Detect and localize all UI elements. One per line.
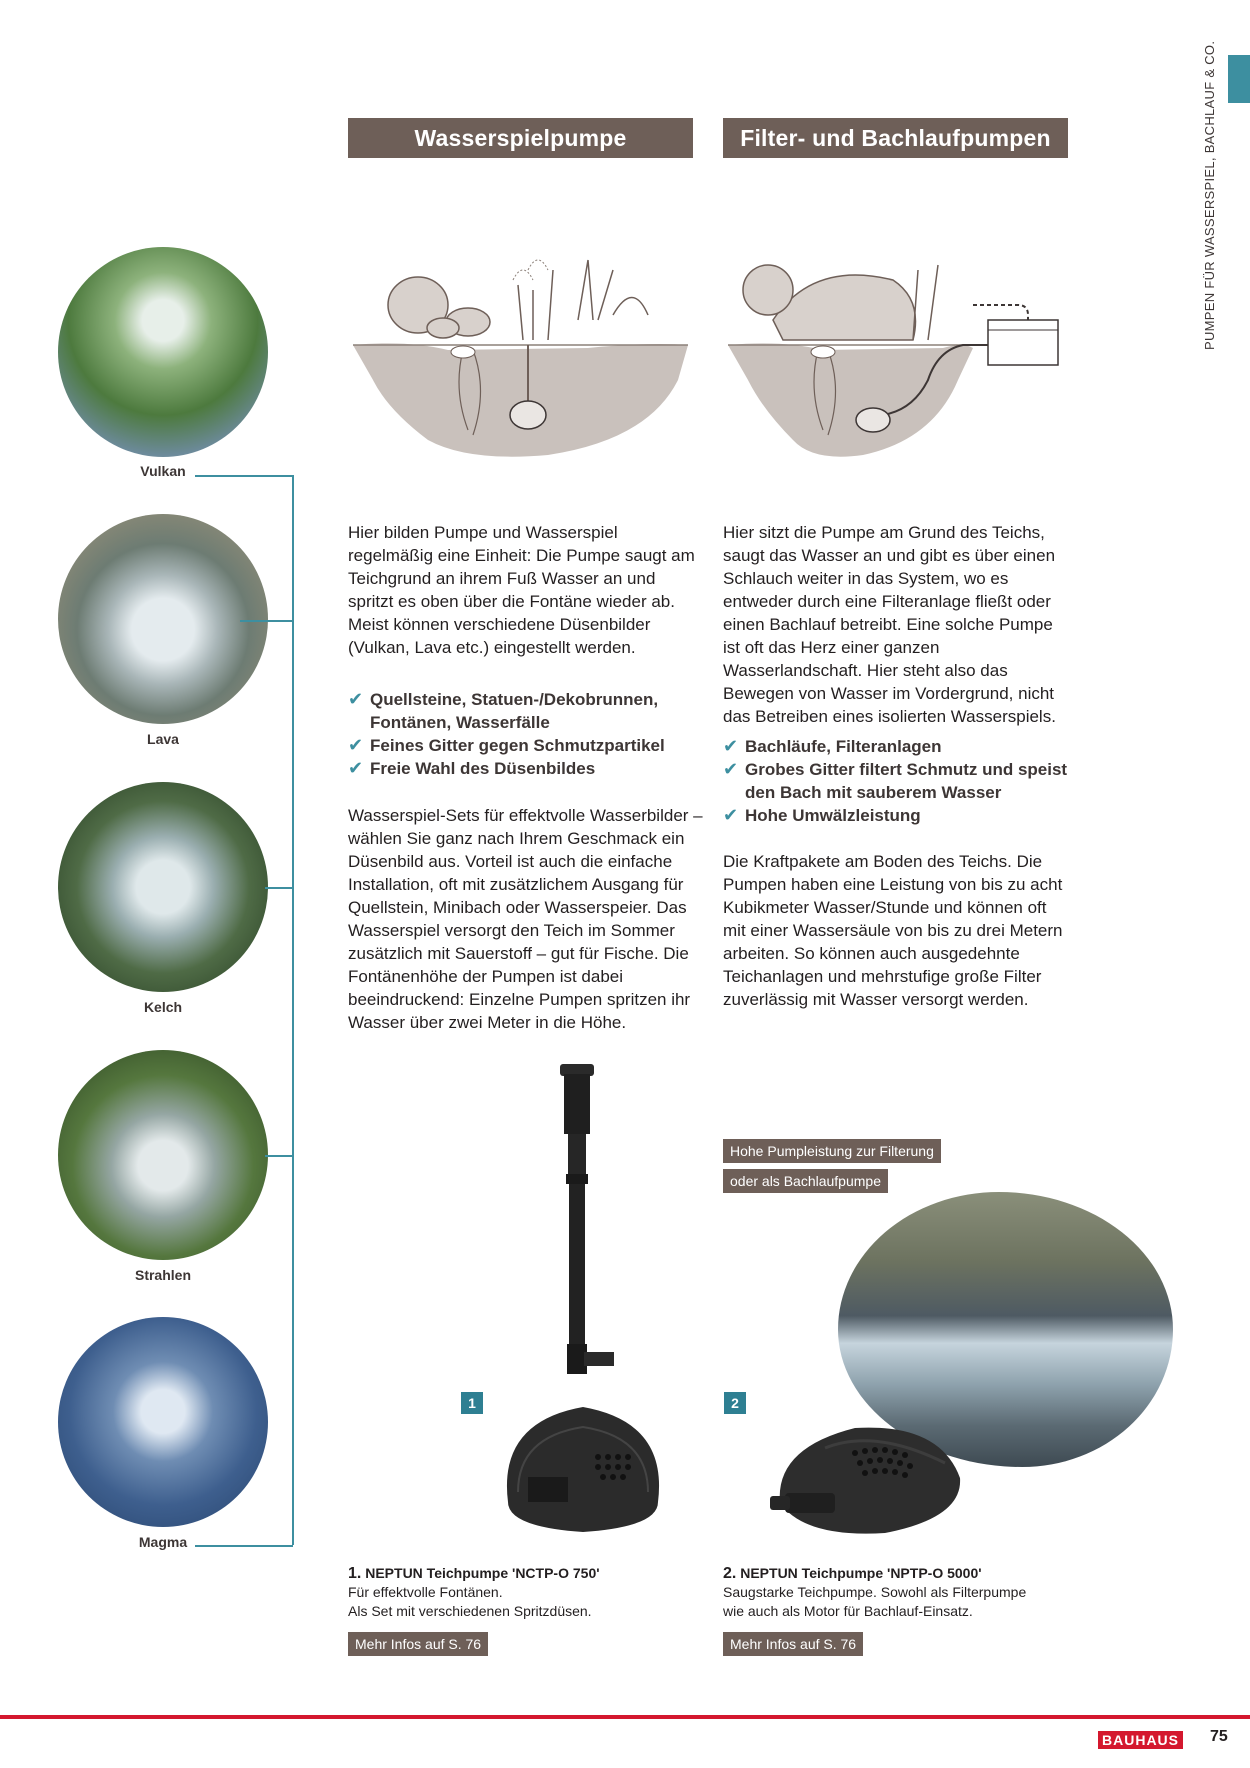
fountain-lava-photo xyxy=(58,514,268,724)
page-number: 75 xyxy=(1210,1728,1228,1745)
connector-line-kelch xyxy=(265,887,293,889)
product-badge-1: 1 xyxy=(461,1392,483,1414)
pond-illustration-fountain xyxy=(348,230,693,465)
feature-tag-bachlauf: oder als Bachlaufpumpe xyxy=(723,1169,888,1193)
product-2-title-line xyxy=(723,1565,1083,1583)
product-2-line-2: wie auch als Motor für Bachlauf-Einsatz. xyxy=(723,1603,973,1619)
left-check-text: Freie Wahl des Düsenbildes xyxy=(370,759,596,778)
product-badge-2: 2 xyxy=(724,1392,746,1414)
thumb-label-kelch: Kelch xyxy=(143,999,183,1015)
left-check-text: Feines Gitter gegen Schmutzpartikel xyxy=(370,736,665,755)
check-icon: ✔ xyxy=(723,805,739,825)
section-header-filter: Filter- und Bachlaufpumpen xyxy=(723,118,1068,158)
check-icon: ✔ xyxy=(348,735,364,755)
left-check-item xyxy=(348,688,698,734)
connector-line-strahlen xyxy=(265,1155,293,1157)
left-check-item xyxy=(348,757,698,780)
left-check-item xyxy=(348,734,698,757)
side-color-tab xyxy=(1228,55,1250,103)
fountain-magma-photo xyxy=(58,1317,268,1527)
product-2-number: 2. xyxy=(723,1565,737,1582)
product-2-title: NEPTUN Teichpumpe 'NPTP-O 5000' xyxy=(740,1565,982,1581)
pump-product-2-image xyxy=(765,1408,965,1543)
left-check-text: Quellsteine, Statuen-/Dekobrunnen, Fontänen, Wasserfälle xyxy=(370,690,659,732)
pump-product-1-image xyxy=(488,1062,678,1547)
connector-line-vulkan xyxy=(195,475,293,477)
product-1-line-1: Für effektvolle Fontänen. xyxy=(348,1584,503,1600)
product-1-line-2: Als Set mit verschiedenen Spritzdüsen. xyxy=(348,1603,592,1619)
section-header-wasserspiel: Wasserspielpumpe xyxy=(348,118,693,158)
left-intro-text: Hier bilden Pumpe und Wasserspiel regelmäßig eine Einheit: Die Pumpe saugt am Teichgrund an ihrem Fuß Wasser an und spritzt es oben über die Fontäne wieder ab. Meist können verschiedene Düsenbilder (Vulkan, Lava etc.) eingestellt werden. xyxy=(348,523,695,657)
product-1-more-info[interactable]: Mehr Infos auf S. 76 xyxy=(348,1632,488,1656)
feature-tag-pumpleistung: Hohe Pumpleistung zur Filterung xyxy=(723,1139,941,1163)
connector-vertical-line xyxy=(292,475,294,1545)
connector-line-magma xyxy=(195,1545,293,1547)
fountain-kelch-photo xyxy=(58,782,268,992)
right-check-text: Grobes Gitter filtert Schmutz und speist den Bach mit sauberem Wasser xyxy=(745,760,1068,802)
right-check-item xyxy=(723,804,1073,827)
check-icon: ✔ xyxy=(348,758,364,778)
check-icon: ✔ xyxy=(723,736,739,756)
right-check-list xyxy=(723,735,1073,827)
check-icon: ✔ xyxy=(723,759,739,779)
thumb-label-vulkan: Vulkan xyxy=(140,463,186,479)
pond-illustration-filter xyxy=(723,230,1068,465)
check-icon: ✔ xyxy=(348,689,364,709)
product-1-info xyxy=(348,1565,698,1621)
product-2-info xyxy=(723,1565,1083,1621)
product-2-more-info[interactable]: Mehr Infos auf S. 76 xyxy=(723,1632,863,1656)
product-1-title: NEPTUN Teichpumpe 'NCTP-O 750' xyxy=(365,1565,600,1581)
left-body-text: Wasserspiel-Sets für effektvolle Wasserbilder – wählen Sie ganz nach Ihrem Geschmack ein Düsenbild aus. Vorteil ist auch die einfache Installation, oft mit zusätzlichem Ausgang für Quellstein, Minibach oder Wasserspeier. Das Wasserspiel versorgt den Teich im Sommer zusätzlich mit Sauerstoff – gut für Fische. Die Fontänenhöhe der Pumpen ist dabei beeindruckend: Einzelne Pumpen spritzen ihr Wasser über zwei Meter in die Höhe. xyxy=(348,806,703,1032)
fountain-strahlen-photo xyxy=(58,1050,268,1260)
right-check-text: Bachläufe, Filteranlagen xyxy=(745,737,942,756)
product-2-line-1: Saugstarke Teichpumpe. Sowohl als Filterpumpe xyxy=(723,1584,1027,1600)
fountain-vulkan-photo xyxy=(58,247,268,457)
thumb-label-magma: Magma xyxy=(138,1534,188,1550)
right-check-item xyxy=(723,758,1073,804)
thumb-label-lava: Lava xyxy=(147,731,179,747)
right-body-text: Die Kraftpakete am Boden des Teichs. Die Pumpen haben eine Leistung von bis zu acht Kubikmeter Wasser/Stunde und können oft mit einer Wassersäule von bis zu drei Metern arbeiten. So können auch ausgedehnte Teichanlagen und mehrstufige große Filter zuverlässig mit Wasser versorgt werden. xyxy=(723,852,1063,1009)
product-1-number: 1. xyxy=(348,1565,362,1582)
bauhaus-logo: BAUHAUS xyxy=(1098,1731,1183,1749)
right-check-text: Hohe Umwälzleistung xyxy=(745,806,921,825)
side-label: PUMPEN FÜR WASSERSPIEL, BACHLAUF & CO. xyxy=(1202,40,1217,350)
footer-red-line xyxy=(0,1715,1250,1719)
left-check-list xyxy=(348,688,698,780)
right-intro-text: Hier sitzt die Pumpe am Grund des Teichs, saugt das Wasser an und gibt es über einen Schlauch weiter in das System, wo es entweder durch eine Filteranlage fließt oder einen Bachlauf betreibt. Eine solche Pumpe ist oft das Herz einer ganzen Wasserlandschaft. Hier steht also das Bewegen von Wasser im Vordergrund, nicht das Betreiben eines isolierten Wasserspiels. xyxy=(723,523,1056,726)
product-1-title-line xyxy=(348,1565,698,1583)
right-check-item xyxy=(723,735,1073,758)
connector-line-lava xyxy=(240,620,293,622)
thumb-label-strahlen: Strahlen xyxy=(134,1267,191,1283)
